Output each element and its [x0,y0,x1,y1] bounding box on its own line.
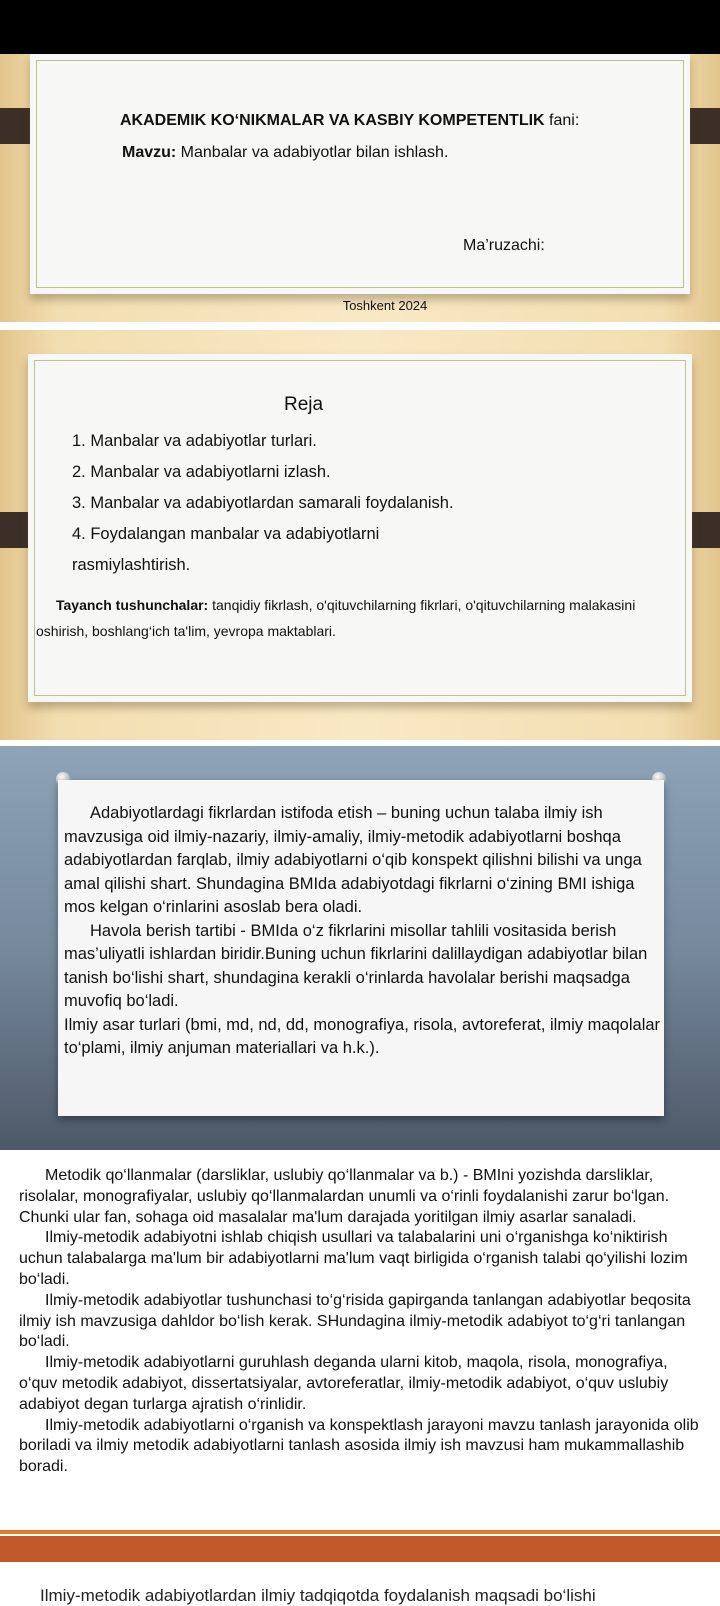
paragraph: Ilmiy asar turlari (bmi, md, nd, dd, monografiya, risola, avtoreferat, ilmiy maqolalar to‘plami, ilmiy anjuman materiallari va h.k.). [64,1015,661,1057]
title-slide [0,54,720,322]
paragraph: Havola berish tartibi - BMIda o‘z fikrlarini misollar tahlili vositasida berish mas’uliyatli ishlardan biridir.Buning uchun fikrlarini dalillaydigan adabiyotlar bilan tanish bo‘lishi shart, shundagina kerakli o‘rinlarda havolalar berishi maqsadga muvofiq bo‘ladi. [64,921,648,1010]
city-year: Toshkent 2024 [342,298,428,313]
paragraph: Metodik qo‘llanmalar (darsliklar, uslubiy qo‘llanmalar va b.) - BMIni yozishda darsliklar, risolalar, monografiyalar, uslubiy qo‘llanmalardan unumli va o‘rinli foydalanishi zarur bo‘lgan. Chunki ular fan, sohaga oid masalalar ma'lum darajada yoritilgan ilmiy asarlar sanaladi. [19,1167,670,1226]
plan-item: 3. Manbalar va adabiyotlardan samarali foydalanish. [72,494,454,512]
document-body [19,1166,709,1478]
divider-line [0,1530,720,1534]
plan-item: 4. Foydalangan manbalar va adabiyotlarni [72,525,380,543]
divider-bar [0,1536,720,1562]
topic-line [122,144,448,162]
plan-list [72,426,454,581]
top-black-bar [0,0,720,54]
paragraph: Ilmiy-metodik adabiyotni ishlab chiqish usullari va talabalarini uni o‘rganishga ko‘niktirish uchun talabalarga ma'lum bir adabiyotlarni ma'lum vaqt birligida o‘rganish talabi qo‘yilishi lozim bo‘ladi. [19,1229,688,1288]
course-title-bold: AKADEMIK KO‘NIKMALAR VA KASBIY KOMPETENTLIK [120,112,545,129]
paragraph: Adabiyotlardagi fikrlardan istifoda etish – buning uchun talaba ilmiy ish mavzusiga oid ilmiy-nazariy, ilmiy-amaliy, ilmiy-metodik adabiyotlarni boshqa adabiyotlardan farqlab, ilmiy adabiyotlarni o‘qib konspekt qilishni bilishi va unga amal qilishi shart. Shundagina BMIda adabiyotdagi fikrlarni o‘zining BMI ishiga mos kelgan o‘rinlarini asoslab bera oladi. [64,804,642,916]
references-slide [0,746,720,1150]
plan-item: 2. Manbalar va adabiyotlarni izlash. [72,463,331,481]
course-title [120,112,579,130]
topic-label: Mavzu: [122,144,177,161]
plan-item: rasmiylashtirish. [72,556,191,574]
course-title-rest: fani: [544,112,580,129]
paragraph: Ilmiy-metodik adabiyotlar tushunchasi to‘g‘risida gapirganda tanlangan adabiyotlar beqosita ilmiy ish mavzusiga dahldor bo‘lish kerak. SHundagina ilmiy-metodik adabiyot to‘g‘ri tanlangan bo‘ladi. [19,1291,691,1351]
plan-slide-paper [28,354,692,702]
paper-border [36,60,684,288]
plan-slide [0,330,720,740]
key-concepts-text: tanqidiy fikrlash, o'qituvchilarning fikrlari, o'qituvchilarning malakasini oshirish, boshlang‘ich ta'lim, yevropa maktablari. [36,597,636,639]
key-concepts [36,592,666,644]
references-text [64,802,664,1061]
next-slide-text: Ilmiy-metodik adabiyotlardan ilmiy tadqiqotda foydalanish maqsadi bo‘lishi [40,1586,596,1605]
topic-text: Manbalar va adabiyotlar bilan ishlash. [176,144,449,161]
plan-title: Reja [284,394,324,415]
references-paper [58,780,664,1116]
key-concepts-label: Tayanch tushunchalar: [56,597,209,613]
paragraph: Ilmiy-metodik adabiyotlarni guruhlash deganda ularni kitob, maqola, risola, monografiya, o‘quv metodik adabiyot, dissertatsiyalar, avtoreferatlar, ilmiy-metodik adabiyot, o‘quv uslubiy adabiyot degan turlarga ajratish o‘rinlidir. [19,1354,669,1413]
title-slide-paper [30,54,690,294]
paragraph: Ilmiy-metodik adabiyotlarni o‘rganish va konspektlash jarayoni mavzu tanlash jarayonida olib boriladi va ilmiy metodik adabiyotlarni tanlash asosida ilmiy ish mavzusi ham mukammallashib boradi. [19,1416,699,1476]
lecturer-label: Ma’ruzachi: [463,237,545,254]
plan-item: 1. Manbalar va adabiyotlar turlari. [72,432,317,450]
